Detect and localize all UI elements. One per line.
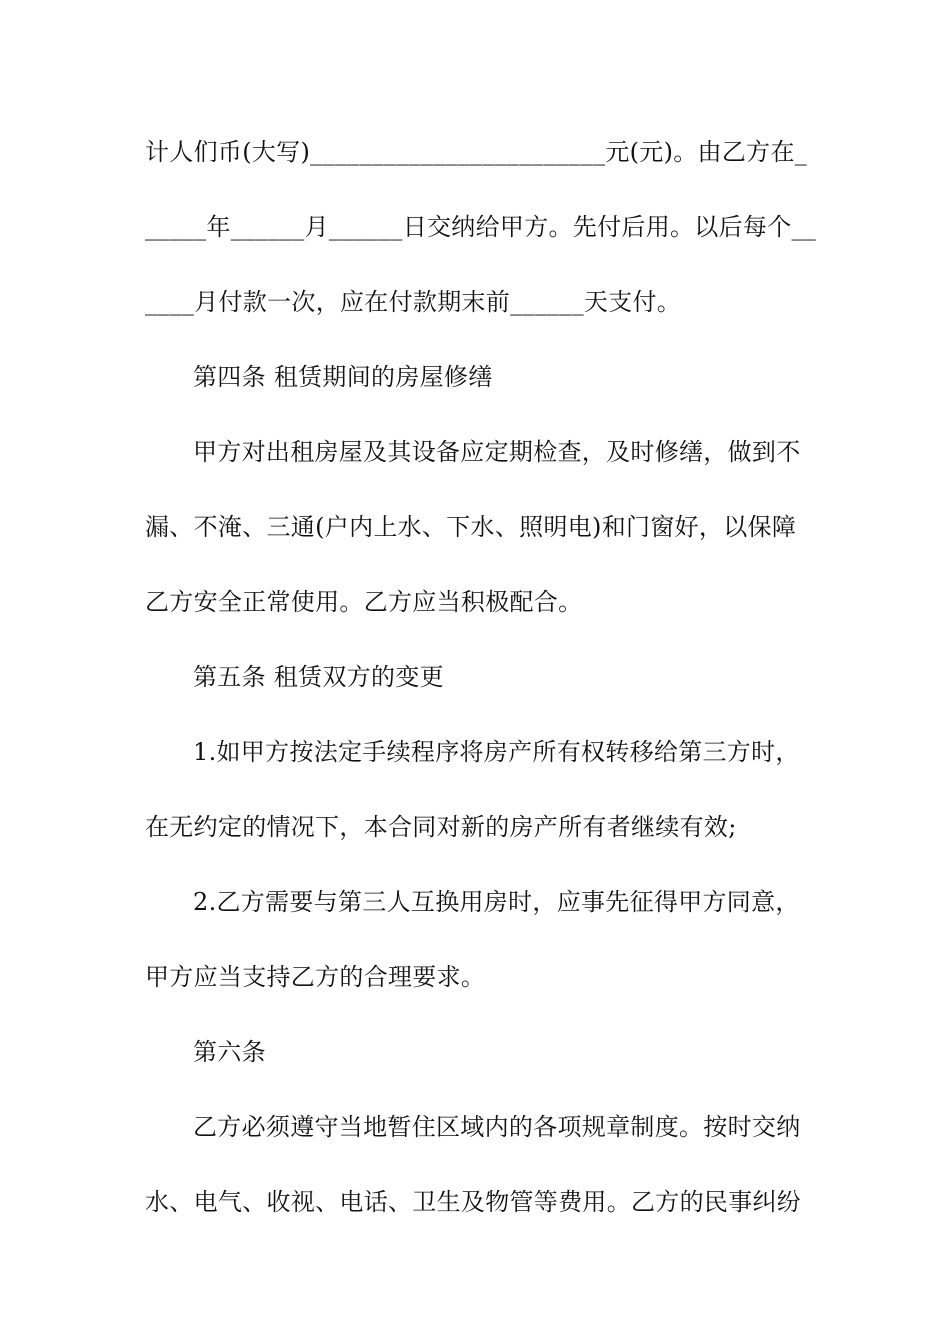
- body-text-line: 乙方安全正常使用。乙方应当积极配合。: [145, 588, 583, 616]
- list-item-text: 2.乙方需要与第三人互换用房时，应事先征得甲方同意，: [193, 888, 800, 916]
- section-heading: 第五条 租赁双方的变更: [193, 663, 444, 691]
- list-item-text: 1.如甲方按法定手续程序将房产所有权转移给第三方时，: [193, 738, 800, 766]
- body-text-line: _____年______月______日交纳给甲方。先付后用。以后每个__: [145, 213, 817, 241]
- body-text-line: ____月付款一次，应在付款期末前______天支付。: [145, 288, 682, 316]
- body-text-line: 水、电气、收视、电话、卫生及物管等费用。乙方的民事纠纷: [145, 1188, 802, 1216]
- section-heading: 第四条 租赁期间的房屋修缮: [193, 363, 493, 391]
- body-text-line: 甲方对出租房屋及其设备应定期检查，及时修缮，做到不: [193, 438, 801, 466]
- list-item-text: 在无约定的情况下，本合同对新的房产所有者继续有效;: [145, 813, 737, 841]
- body-text-line: 计人们币(大写)________________________元(元)。由乙方在_: [145, 138, 808, 166]
- section-heading: 第六条: [193, 1038, 266, 1066]
- body-text-line: 漏、不淹、三通(户内上水、下水、照明电)和门窗好，以保障: [145, 513, 797, 541]
- list-item-text: 甲方应当支持乙方的合理要求。: [145, 963, 486, 991]
- body-text-line: 乙方必须遵守当地暂住区域内的各项规章制度。按时交纳: [193, 1113, 801, 1141]
